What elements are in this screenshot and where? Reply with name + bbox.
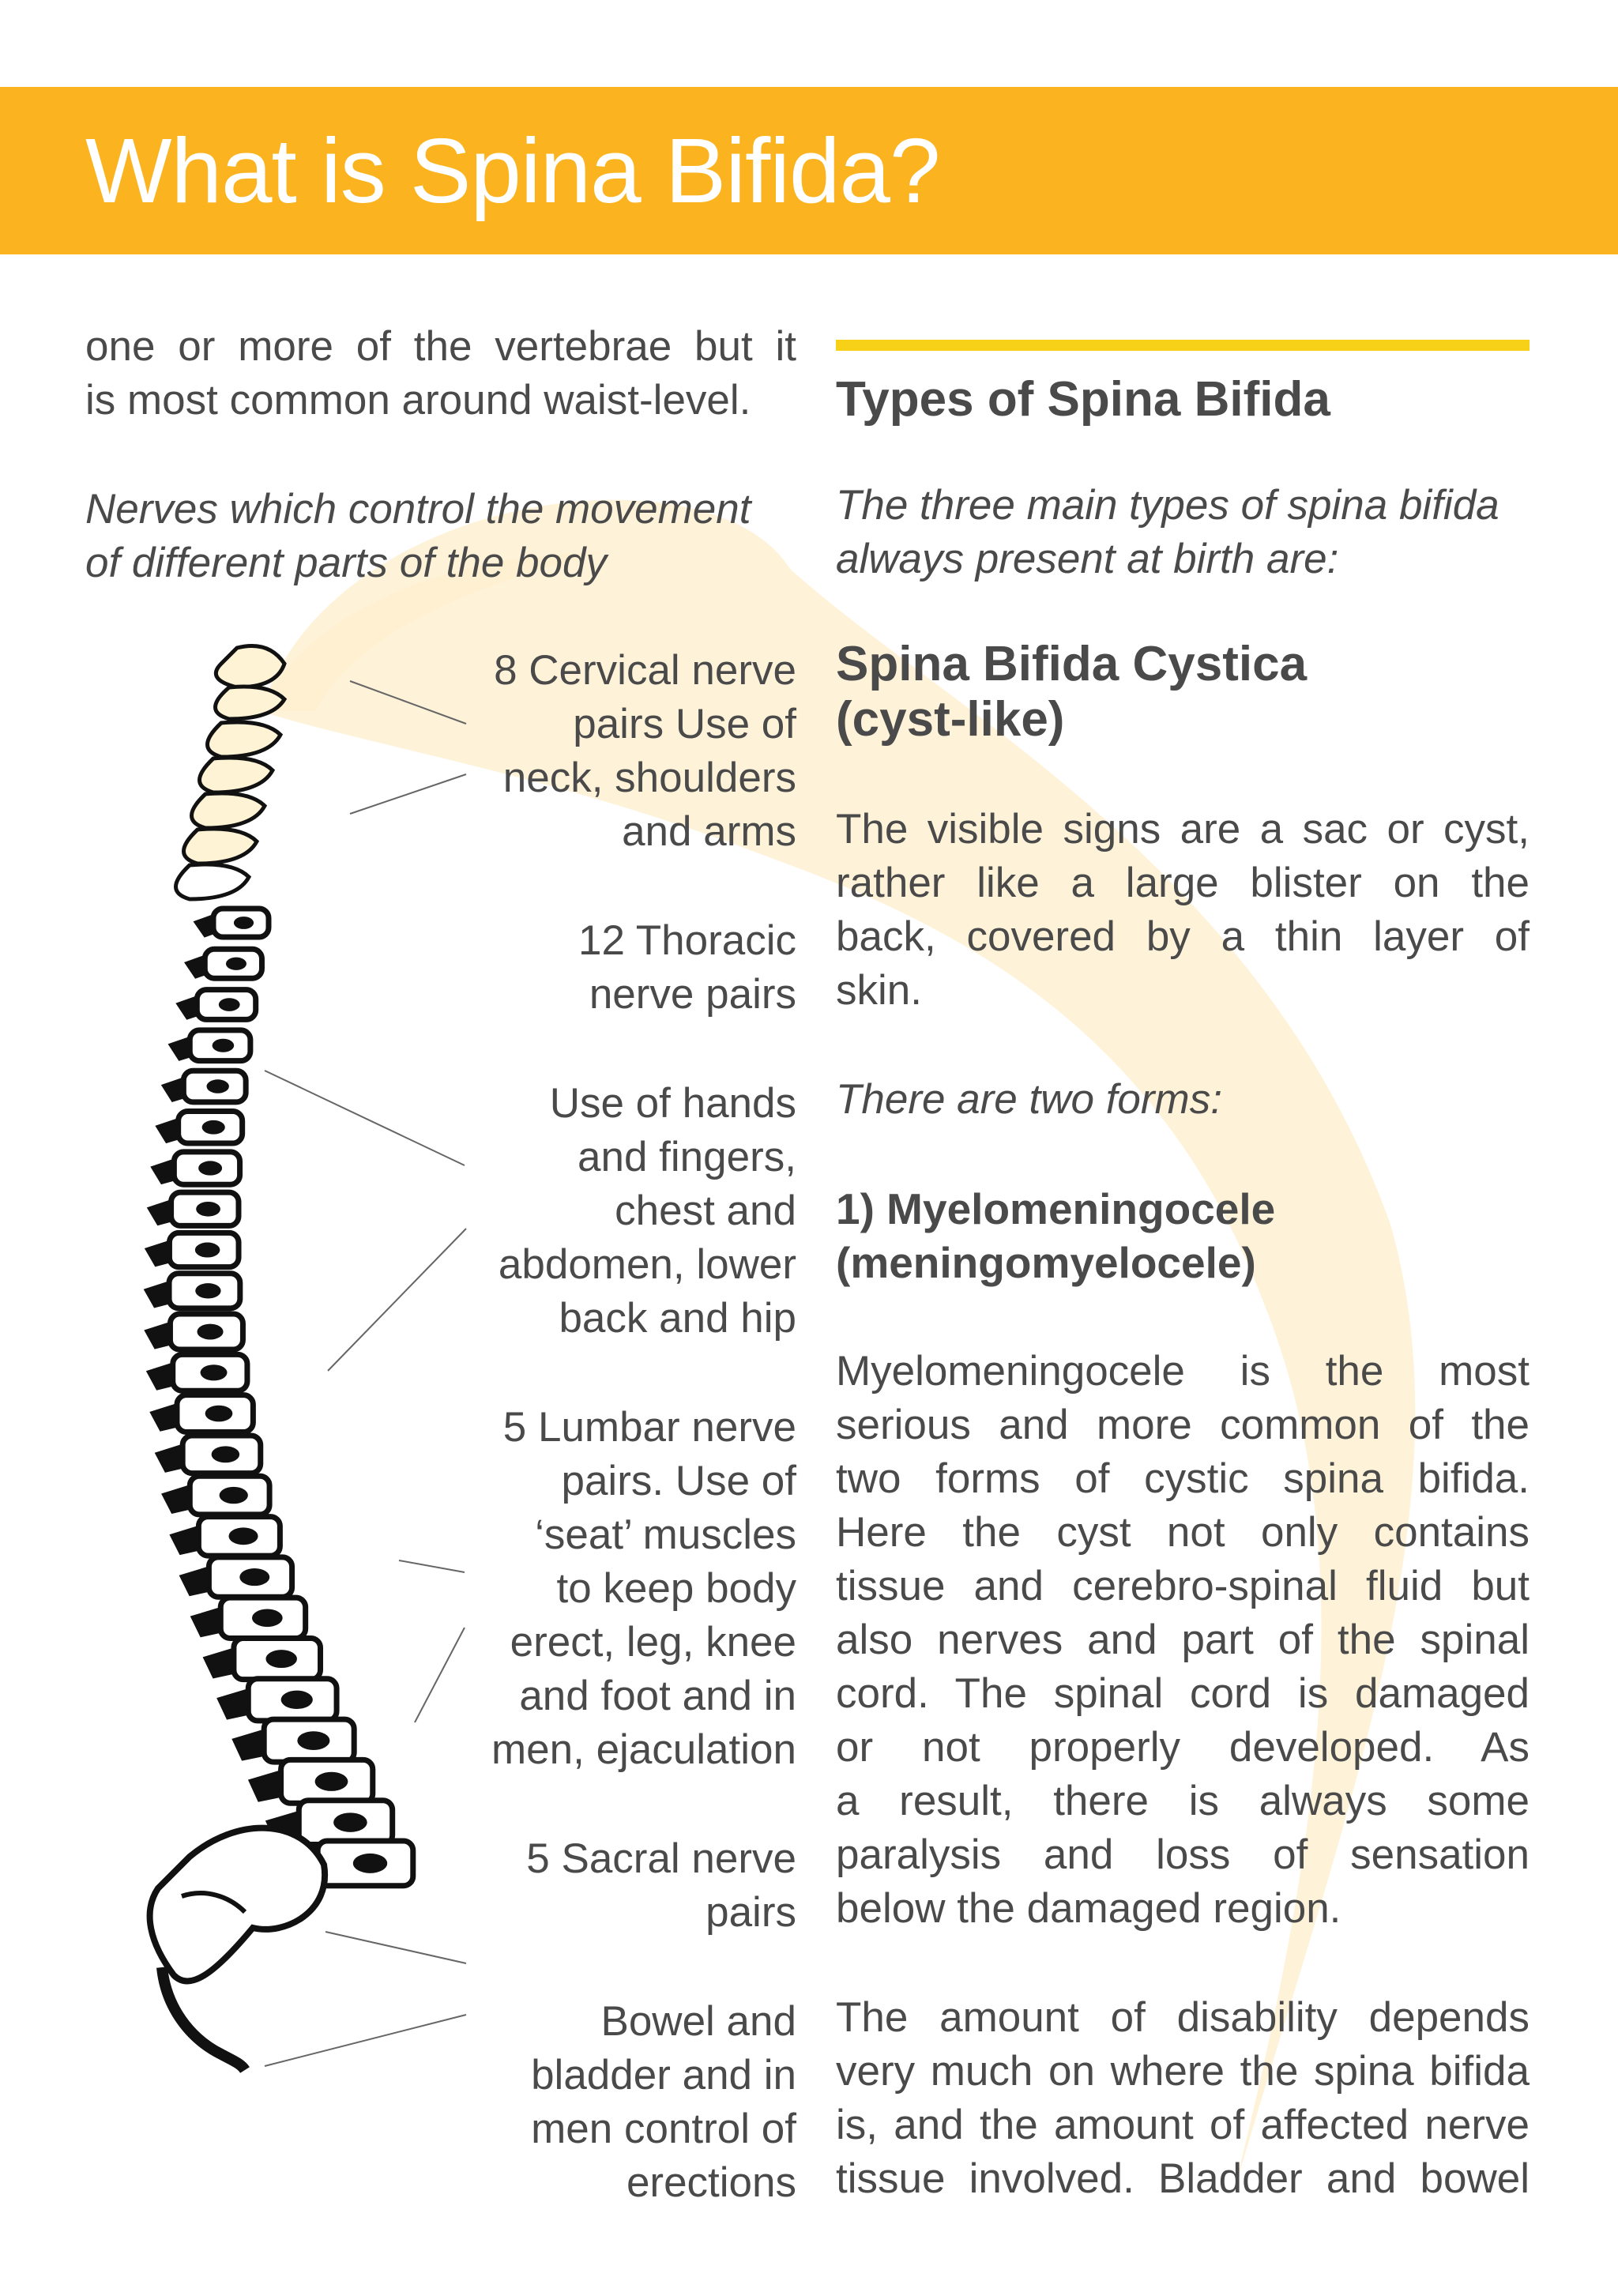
nerve-label-line: pairs: [706, 1889, 796, 1936]
nerve-label-line: Use of hands: [549, 1080, 796, 1127]
cystica-heading: [836, 637, 1530, 747]
body-line: tissue involved. Bladder and bowel: [836, 2155, 1530, 2202]
nerve-label-line: neck, shoulders: [502, 755, 796, 801]
myelo-heading-line: (meningomyelocele): [836, 1238, 1256, 1287]
nerve-label-line: erect, leg, knee: [510, 1619, 796, 1666]
nerve-label-line: 5 Sacral nerve: [526, 1835, 796, 1882]
body-line: tissue and cerebro-spinal fluid but: [836, 1563, 1530, 1609]
nerve-label-lumbar: [442, 1401, 796, 1777]
nerve-label-line: pairs Use of: [573, 701, 796, 747]
types-intro-line: always present at birth are:: [836, 536, 1339, 582]
page-title: What is Spina Bifida?: [85, 119, 940, 222]
nerve-label-line: abdomen, lower: [498, 1241, 796, 1288]
nerve-label-line: bladder and in: [531, 2052, 796, 2098]
cystica-heading-line: (cyst-like): [836, 692, 1065, 747]
nerve-label-sacral: [442, 1832, 796, 1940]
body-line: cord. The spinal cord is damaged: [836, 1670, 1530, 1717]
nerve-label-line: nerve pairs: [589, 971, 796, 1018]
nerve-label-line: and fingers,: [578, 1134, 796, 1180]
caption-line: Nerves which control the movement: [85, 486, 751, 533]
left-column: [85, 320, 796, 590]
body-line: also nerves and part of the spinal: [836, 1617, 1530, 1663]
body-line: paralysis and loss of sensation: [836, 1831, 1530, 1878]
nerve-label-cervical: [442, 644, 796, 859]
myelo-body: [836, 1345, 1530, 1936]
nerve-labels: [442, 644, 796, 2210]
types-intro-line: The three main types of spina bifida: [836, 482, 1499, 529]
nerve-label-line: pairs. Use of: [561, 1458, 796, 1504]
body-line: two forms of cystic spina bifida.: [836, 1455, 1530, 1502]
body-line: back, covered by a thin layer of: [836, 913, 1530, 960]
forms-intro: There are two forms:: [836, 1076, 1222, 1123]
nerve-label-line: back and hip: [559, 1295, 796, 1342]
body-line: rather like a large blister on the: [836, 860, 1530, 906]
body-line: very much on where the spina bifida: [836, 2048, 1530, 2095]
nerve-label-line: 8 Cervical nerve: [494, 647, 796, 694]
body-line: Myelomeningocele is the most: [836, 1348, 1530, 1395]
cystica-heading-line: Spina Bifida Cystica: [836, 637, 1308, 691]
myelo-heading-line: 1) Myelomeningocele: [836, 1184, 1276, 1233]
body-line: serious and more common of the: [836, 1402, 1530, 1448]
section-heading: Types of Spina Bifida: [836, 372, 1330, 427]
myelo-heading: [836, 1182, 1530, 1289]
figure-caption: [85, 483, 796, 590]
nerve-label-line: to keep body: [556, 1565, 796, 1612]
body-line: The visible signs are a sac or cyst,: [836, 806, 1530, 853]
section-rule: [836, 340, 1530, 351]
nerve-label-line: and foot and in: [519, 1673, 796, 1719]
nerve-label-line: men, ejaculation: [491, 1726, 796, 1773]
nerve-label-line: ‘seat’ muscles: [535, 1511, 796, 1558]
body-line: is, and the amount of affected nerve: [836, 2102, 1530, 2148]
nerve-label-line: Bowel and: [600, 1998, 796, 2045]
body-line: The amount of disability depends: [836, 1994, 1530, 2041]
nerve-label-thoracic: [442, 914, 796, 1022]
nerve-label-line: and arms: [622, 808, 796, 855]
nerve-label-line: 12 Thoracic: [578, 917, 796, 964]
nerve-label-line: men control of: [531, 2106, 796, 2152]
intro-line: is most common around waist-level.: [85, 377, 751, 423]
caption-line: of different parts of the body: [85, 540, 607, 586]
body-line: Here the cyst not only contains: [836, 1509, 1530, 1556]
disability-body: [836, 1991, 1530, 2206]
nerve-label-hands: [442, 1077, 796, 1346]
cystica-body: [836, 803, 1530, 1018]
intro-text: [85, 320, 796, 427]
body-line: below the damaged region.: [836, 1885, 1341, 1932]
nerve-label-line: chest and: [615, 1188, 796, 1234]
nerve-label-bowel: [442, 1995, 796, 2210]
body-line: a result, there is always some: [836, 1778, 1530, 1824]
intro-line: one or more of the vertebrae but it: [85, 323, 796, 370]
types-intro: [836, 479, 1530, 586]
body-line: skin.: [836, 967, 922, 1014]
right-column: [836, 340, 1530, 2206]
body-line: or not properly developed. As: [836, 1724, 1530, 1771]
nerve-label-line: erections: [626, 2159, 796, 2206]
nerve-label-line: 5 Lumbar nerve: [502, 1404, 796, 1451]
